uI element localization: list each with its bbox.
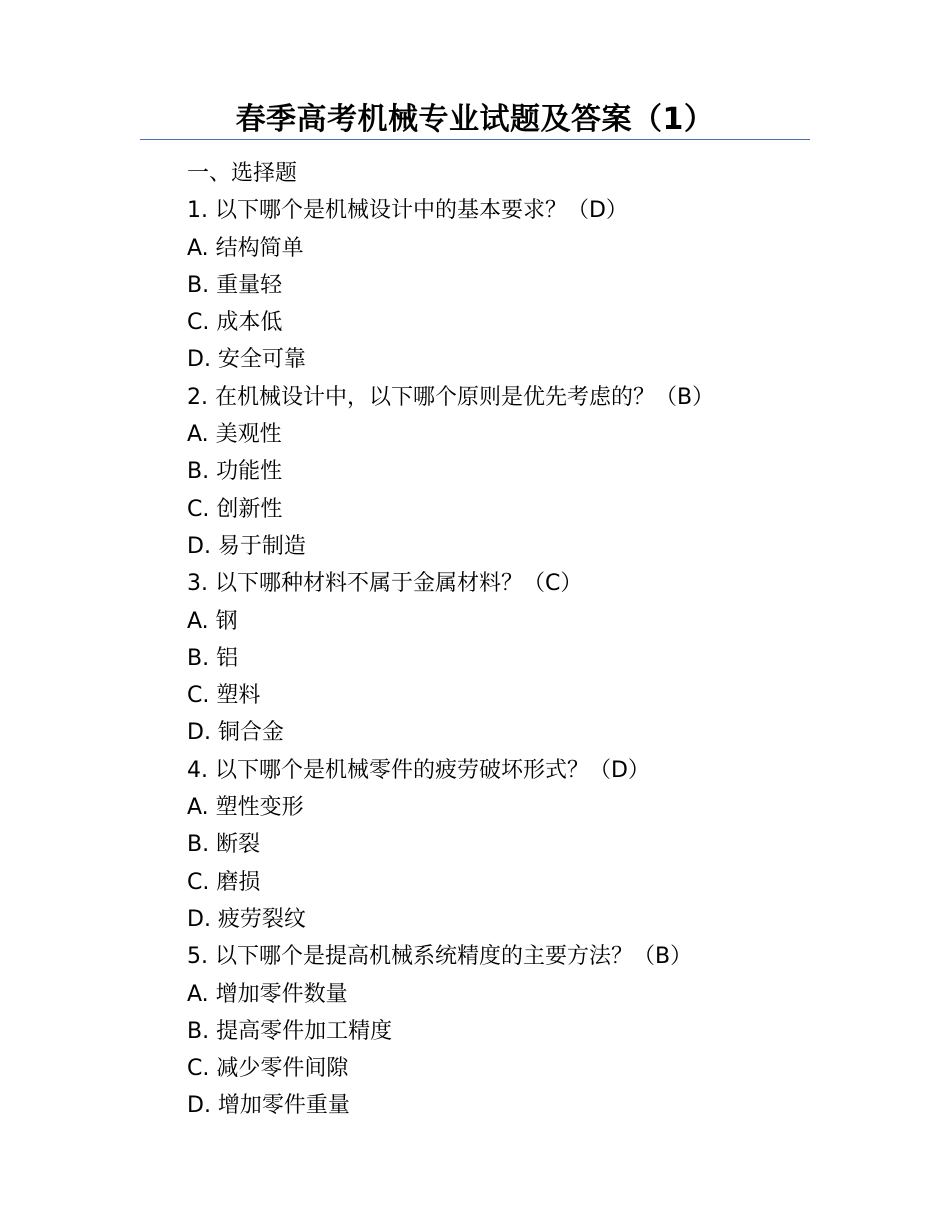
answer-option: B. 提高零件加工精度 [187, 1018, 393, 1044]
document-body [187, 155, 807, 1125]
answer-option: C. 塑料 [187, 683, 261, 709]
question-block [187, 192, 807, 378]
answer-option: A. 塑性变形 [187, 795, 304, 821]
title-underline [140, 139, 810, 140]
answer-option: A. 结构简单 [187, 235, 304, 261]
question-block [187, 752, 807, 938]
question-stem: 4. 以下哪个是机械零件的疲劳破坏形式？（D） [187, 757, 650, 783]
question-stem: 1. 以下哪个是机械设计中的基本要求？（D） [187, 198, 628, 224]
answer-option: D. 安全可靠 [187, 347, 306, 373]
answer-option: C. 磨损 [187, 869, 261, 895]
question-stem: 2. 在机械设计中，以下哪个原则是优先考虑的？（B） [187, 384, 715, 410]
answer-option: D. 增加零件重量 [187, 1093, 350, 1119]
question-block [187, 379, 807, 565]
answer-option: B. 重量轻 [187, 272, 283, 298]
answer-option: C. 减少零件间隙 [187, 1056, 349, 1082]
question-block [187, 938, 807, 1124]
question-stem: 5. 以下哪个是提高机械系统精度的主要方法？（B） [187, 944, 693, 970]
question-stem: 3. 以下哪种材料不属于金属材料？（C） [187, 571, 583, 597]
answer-option: A. 增加零件数量 [187, 981, 348, 1007]
question-block [187, 565, 807, 751]
answer-option: B. 断裂 [187, 832, 261, 858]
section-heading: 一、选择题 [187, 161, 298, 186]
answer-option: B. 铝 [187, 645, 239, 671]
answer-option: A. 美观性 [187, 422, 282, 448]
answer-option: D. 铜合金 [187, 720, 284, 746]
answer-option: A. 钢 [187, 608, 238, 634]
answer-option: C. 创新性 [187, 496, 283, 522]
answer-option: D. 疲劳裂纹 [187, 906, 306, 932]
answer-option: B. 功能性 [187, 459, 283, 485]
page-title: 春季高考机械专业试题及答案（1） [235, 102, 715, 137]
answer-option: D. 易于制造 [187, 533, 306, 559]
answer-option: C. 成本低 [187, 310, 283, 336]
